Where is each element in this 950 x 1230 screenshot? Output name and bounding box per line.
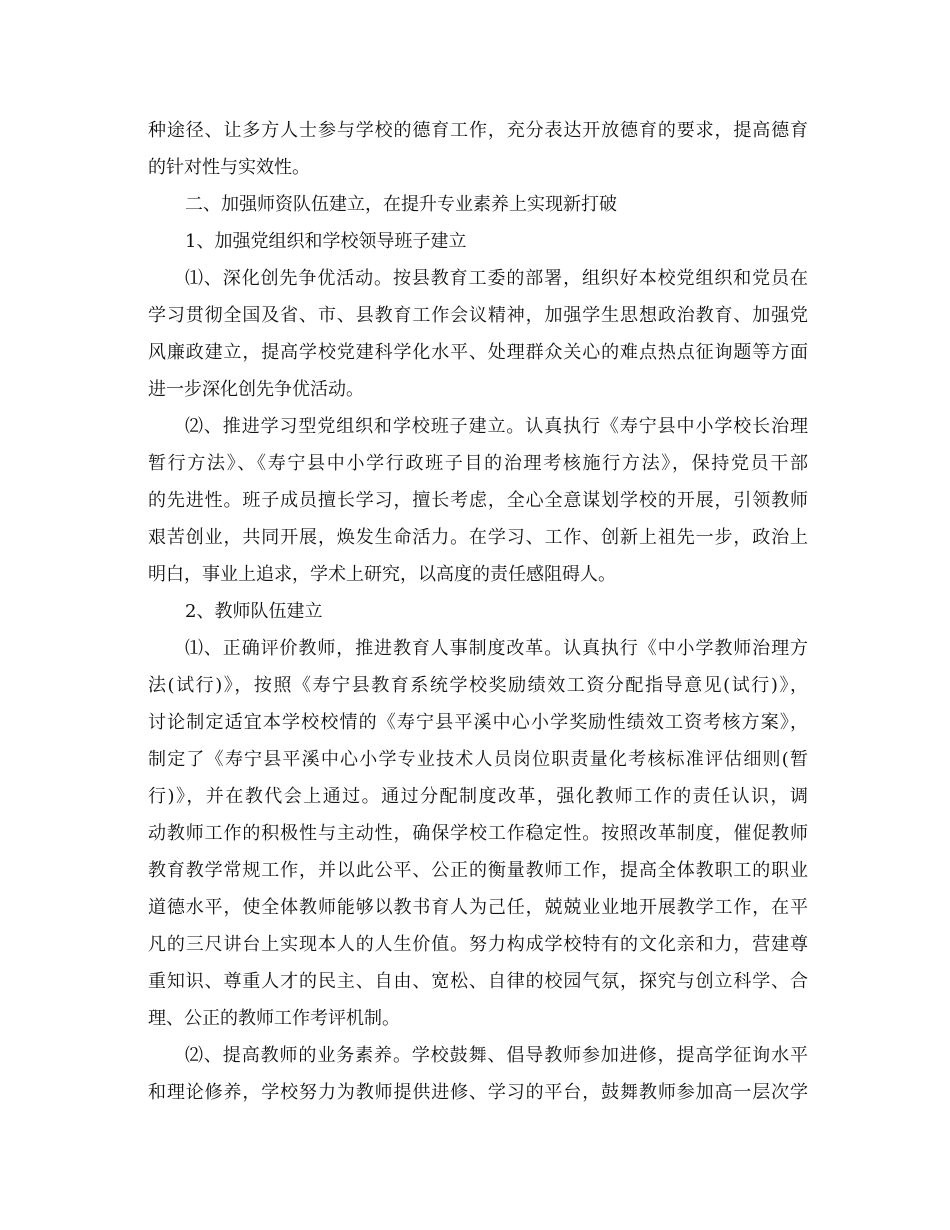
paragraph-line: 明白，事业上追求，学术上研究，以高度的责任感阻碍人。 — [148, 564, 616, 585]
paragraph-line: ⑴、正确评价教师，推进教育人事制度改革。认真执行《中小学教师治理方 — [185, 638, 808, 659]
paragraph-line: 进一步深化创先争优活动。 — [148, 379, 364, 400]
paragraph-line: 和理论修养，学校努力为教师提供进修、学习的平台，鼓舞教师参加高一层次学 — [148, 1082, 808, 1103]
paragraph-line: 艰苦创业，共同开展，焕发生命活力。在学习、工作、创新上祖先一步，政治上 — [148, 527, 808, 548]
subsection-heading: 1、加强党组织和学校领导班子建立 — [185, 231, 467, 252]
subsection-heading: 2、教师队伍建立 — [185, 601, 323, 622]
paragraph-line: ⑵、推进学习型党组织和学校班子建立。认真执行《寿宁县中小学校长治理 — [185, 416, 808, 437]
paragraph-line: ⑵、提高教师的业务素养。学校鼓舞、倡导教师参加进修，提高学征询水平 — [185, 1045, 808, 1066]
paragraph-line: 动教师工作的积极性与主动性，确保学校工作稳定性。按照改革制度，催促教师 — [148, 823, 808, 844]
paragraph-line: 制定了《寿宁县平溪中心小学专业技术人员岗位职责量化考核标准评估细则(暂 — [148, 749, 808, 770]
paragraph-line: 的先进性。班子成员擅长学习，擅长考虑，全心全意谋划学校的开展，引领教师 — [148, 490, 808, 511]
paragraph-line: 风廉政建立，提高学校党建科学化水平、处理群众关心的难点热点征询题等方面 — [148, 342, 808, 363]
paragraph-line: 法(试行)》，按照《寿宁县教育系统学校奖励绩效工资分配指导意见(试行)》， — [148, 675, 808, 696]
paragraph-line: ⑴、深化创先争优活动。按县教育工委的部署，组织好本校党组织和党员在 — [185, 268, 808, 289]
paragraph-line: 种途径、让多方人士参与学校的德育工作，充分表达开放德育的要求，提高德育 — [148, 120, 808, 141]
paragraph-line: 重知识、尊重人才的民主、自由、宽松、自律的校园气氛，探究与创立科学、合 — [148, 971, 808, 992]
paragraph-line: 教育教学常规工作，并以此公平、公正的衡量教师工作，提高全体教职工的职业 — [148, 860, 808, 881]
paragraph-line: 学习贯彻全国及省、市、县教育工作会议精神，加强学生思想政治教育、加强党 — [148, 305, 808, 326]
paragraph-line: 行)》，并在教代会上通过。通过分配制度改革，强化教师工作的责任认识，调 — [148, 786, 808, 807]
section-heading: 二、加强师资队伍建立，在提升专业素养上实现新打破 — [185, 194, 617, 215]
paragraph-line: 的针对性与实效性。 — [148, 157, 310, 178]
paragraph-line: 暂行方法》、《寿宁县中小学行政班子目的治理考核施行方法》，保持党员干部 — [148, 453, 808, 474]
paragraph-line: 讨论制定适宜本学校校情的《寿宁县平溪中心小学奖励性绩效工资考核方案》， — [148, 712, 808, 733]
paragraph-line: 凡的三尺讲台上实现本人的人生价值。努力构成学校特有的文化亲和力，营建尊 — [148, 934, 808, 955]
paragraph-line: 理、公正的教师工作考评机制。 — [148, 1008, 400, 1029]
paragraph-line: 道德水平，使全体教师能够以教书育人为己任，兢兢业业地开展教学工作，在平 — [148, 897, 808, 918]
